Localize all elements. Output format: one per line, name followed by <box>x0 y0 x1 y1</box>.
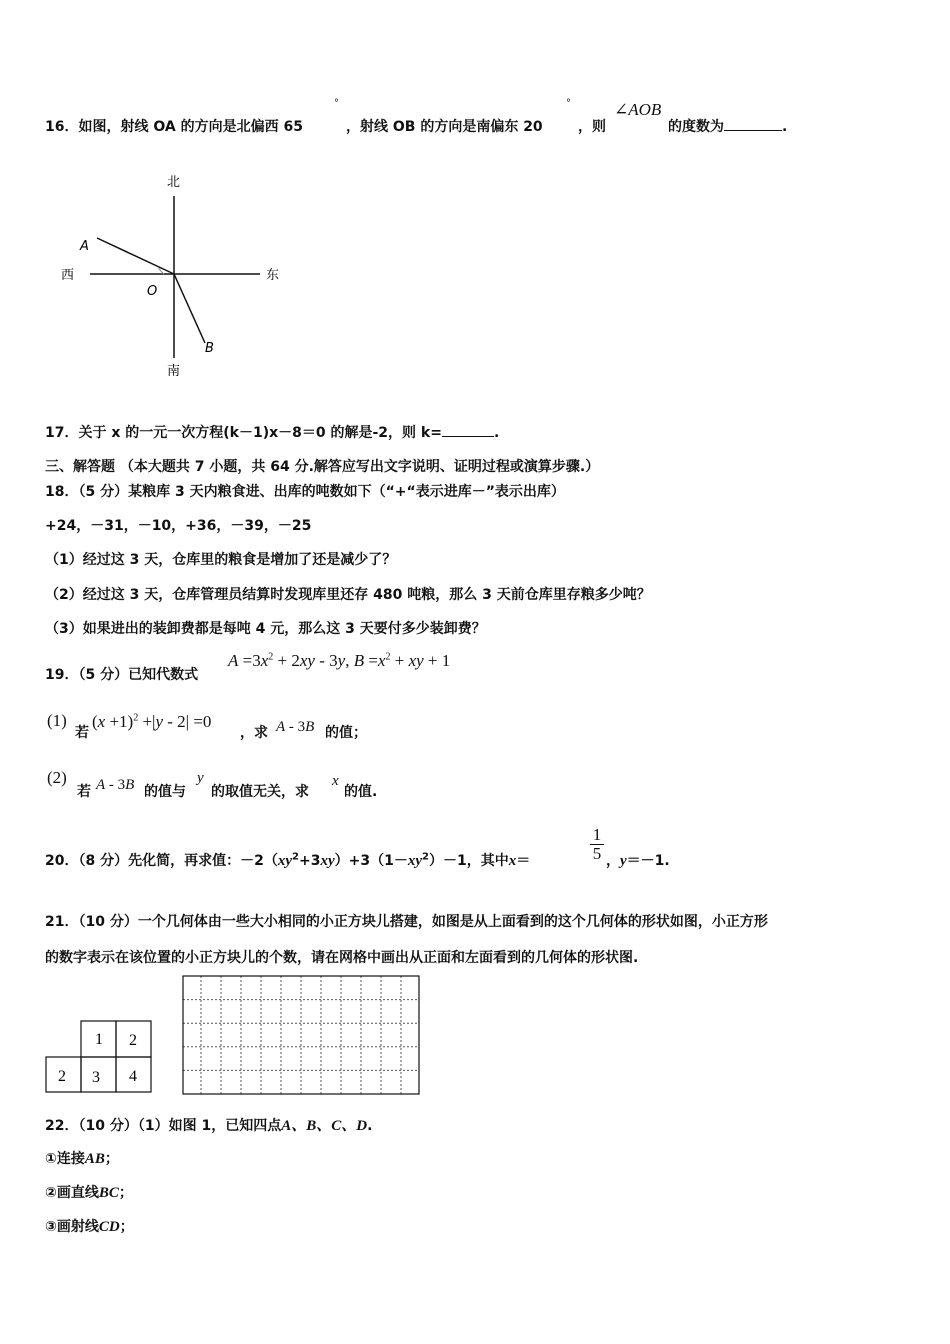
q16-number: 16． <box>45 119 79 135</box>
section3-title: 三、解答题 （本大题共 7 小题，共 64 分.解答应写出文字说明、证明过程或演算步骤.） <box>45 459 600 475</box>
compass-figure <box>55 168 295 388</box>
q20-plus3: +3 <box>298 853 321 869</box>
q19-p1-tail: 的值； <box>325 725 367 741</box>
cell-value: 2 <box>129 1032 137 1049</box>
q16-line <box>45 116 303 136</box>
q17-text: 17．关于 x 的一元一次方程(k－1)x－8＝0 的解是-2，则 k= <box>45 425 442 441</box>
q16-degree-2: ° <box>566 98 571 109</box>
q17-end: . <box>493 425 500 441</box>
q19-p1-x: x <box>97 712 106 731</box>
q22-s2-obj: BC <box>98 1185 119 1201</box>
q22-intro-line <box>45 1114 372 1135</box>
q20-xy: xy <box>320 853 335 869</box>
q21-line-2: 的数字表示在该位置的小正方块儿的个数，请在网格中画出从正面和左面看到的几何体的形状图. <box>45 950 639 966</box>
q22-s3-text: 画射线 <box>56 1219 99 1235</box>
ray-oa <box>97 238 174 274</box>
q19-x1: x <box>260 651 269 670</box>
q19-p2-ruo: 若 <box>77 784 91 800</box>
q19-comma: , <box>345 651 350 670</box>
q16-then: ，则 <box>578 119 606 135</box>
q19-p2: + 2 <box>273 651 300 670</box>
q19-p1-y: y <box>155 712 164 731</box>
q20-frac-num: 1 <box>592 825 602 844</box>
q19-formula: $A =3x^2 + 2xy - 3y$, $B =x^2$ + xy + 1 <box>228 651 451 670</box>
q19-p1-plus1: +1) <box>105 712 134 731</box>
q17-answer-blank[interactable] <box>442 422 494 437</box>
q19-a: A <box>228 651 239 670</box>
q22-s1-end: ； <box>104 1151 119 1167</box>
q22-points: A、B、C、D <box>281 1118 368 1134</box>
label-north: 北 <box>167 175 181 190</box>
q20-fraction <box>590 826 604 863</box>
q22-s3-end: ； <box>119 1219 134 1235</box>
q16-angle: ∠AOB <box>614 100 662 119</box>
q19-p2-a: A <box>96 777 106 793</box>
q19-x2: x <box>377 651 386 670</box>
label-south: 南 <box>167 364 181 379</box>
q22-step-3 <box>45 1216 134 1236</box>
q16-mid: ，射线 OB 的方向是南偏东 20 <box>346 119 543 135</box>
q19-p5: + 1 <box>423 651 451 670</box>
q16-answer-blank[interactable] <box>724 116 782 131</box>
q19-p2-b: B <box>125 777 135 793</box>
q19-p4: + <box>390 651 409 670</box>
label-a: A <box>80 239 89 254</box>
q16-suffix-line <box>668 116 787 136</box>
q19-p1-num: (1) <box>47 711 67 730</box>
q19-m3: - 3 <box>314 651 338 670</box>
cell-value: 3 <box>92 1069 100 1086</box>
q19-p1-minus2: - 2| =0 <box>163 712 212 731</box>
q19-p2-tail: 的值. <box>344 784 378 800</box>
q16-suffix: 的度数为 <box>668 119 724 135</box>
q22-step-2 <box>45 1182 133 1202</box>
q19-xy2: xy <box>408 651 424 670</box>
cell-value: 2 <box>58 1068 66 1085</box>
label-o: O <box>147 284 158 299</box>
q17-line <box>45 422 499 442</box>
q20-xy2b: xy <box>407 853 423 869</box>
q20-xy2: xy <box>277 853 293 869</box>
q19-p1-ruo: 若 <box>75 725 89 741</box>
q22-s1-text: 连接 <box>56 1151 85 1167</box>
q20-head: 20．（8 分）先化简，再求值：－2（ <box>45 853 278 869</box>
q19-p1-m3: - 3 <box>285 719 306 735</box>
q19-p2-m3: - 3 <box>105 777 126 793</box>
q20-comma: ， <box>606 853 620 869</box>
q16-degree-1: ° <box>334 98 339 109</box>
q19-intro: 19．（5 分）已知代数式 <box>45 667 199 683</box>
top-view-figure <box>44 1020 154 1094</box>
q22-step-1 <box>45 1148 119 1168</box>
label-east: 东 <box>266 268 280 283</box>
q19-p2-mid: 的值与 <box>144 784 186 800</box>
q19-eq1: =3 <box>238 651 261 670</box>
q16-end: . <box>782 119 788 135</box>
q20-frac-den: 5 <box>592 844 602 863</box>
q22-s2-text: 画直线 <box>56 1185 99 1201</box>
q19-p2-expr <box>96 777 134 794</box>
q19-xy1: xy <box>299 651 315 670</box>
q19-p1-ask: ，求 <box>240 725 268 741</box>
q19-p1-a: A <box>276 719 286 735</box>
q20-tail <box>606 850 670 870</box>
q19-p1-expr <box>276 719 314 736</box>
q19-p1-abs: +| <box>138 712 156 731</box>
q19-y1: y <box>337 651 346 670</box>
q21-line-1: 21．（10 分）一个几何体由一些大小相同的小正方块儿搭建，如图是从上面看到的这个几何体的形状如图，小正方形 <box>45 914 768 930</box>
q22-end: . <box>367 1118 373 1134</box>
q18-part-2: （2）经过这 3 天，仓库管理员结算时发现库里还存 480 吨粮，那么 3 天前仓库里存粮多少吨？ <box>45 587 651 603</box>
q19-eq2: = <box>364 651 378 670</box>
q20-line: 20．（8 分）先化简，再求值：$-2(xy^2+3xy)+3(1-xy^2)-1$，其中x＝ <box>45 851 531 869</box>
ray-ob <box>174 274 205 343</box>
q20-yval: ＝－1. <box>626 853 670 869</box>
q20-close-plus3: ）+3（1－ <box>334 853 408 869</box>
cell-value: 4 <box>129 1068 137 1085</box>
drawing-grid[interactable] <box>181 974 421 1096</box>
q19-p1-b: B <box>305 719 315 735</box>
q19-p1-condition: $(x +1)^2 +|y - 2| =0$ <box>92 712 212 731</box>
q22-s3-obj: CD <box>98 1219 120 1235</box>
q19-p1-paren: ( <box>92 712 98 731</box>
q18-part-1: （1）经过这 3 天，仓库里的粮食是增加了还是减少了？ <box>45 552 397 568</box>
q22-s1-num: ① <box>45 1151 57 1167</box>
q19-p2-y: y <box>197 770 204 786</box>
q20-y: y <box>620 853 627 869</box>
q19-b: B <box>349 651 365 670</box>
label-west: 西 <box>61 268 75 283</box>
q18-part-3: （3）如果进出的装卸费都是每吨 4 元，那么这 3 天要付多少装卸费？ <box>45 621 486 637</box>
q20-close-minus1: ）－1，其中 <box>429 853 509 869</box>
q18-intro: 18．（5 分）某粮库 3 天内粮食进、出库的吨数如下（“+“表示进库－”表示出库） <box>45 484 565 500</box>
q22-s1-obj: AB <box>84 1151 105 1167</box>
q20-x: x <box>508 853 517 869</box>
q22-intro: 22．（10 分）（1）如图 1，已知四点 <box>45 1118 282 1134</box>
q22-s3-num: ③ <box>45 1219 57 1235</box>
q18-data: +24，－31，－10，+36，－39，－25 <box>45 518 312 534</box>
q19-p2-mid2: 的取值无关，求 <box>211 784 309 800</box>
q19-p2-x: x <box>332 773 339 789</box>
q16-prefix: 如图，射线 OA 的方向是北偏西 65 <box>78 119 303 135</box>
q22-s2-end: ； <box>118 1185 133 1201</box>
q19-p2-num: (2) <box>47 768 67 787</box>
q22-s2-num: ② <box>45 1185 57 1201</box>
q20-eq: ＝ <box>516 853 531 869</box>
cell-value: 1 <box>95 1031 103 1048</box>
label-b: B <box>205 341 214 356</box>
